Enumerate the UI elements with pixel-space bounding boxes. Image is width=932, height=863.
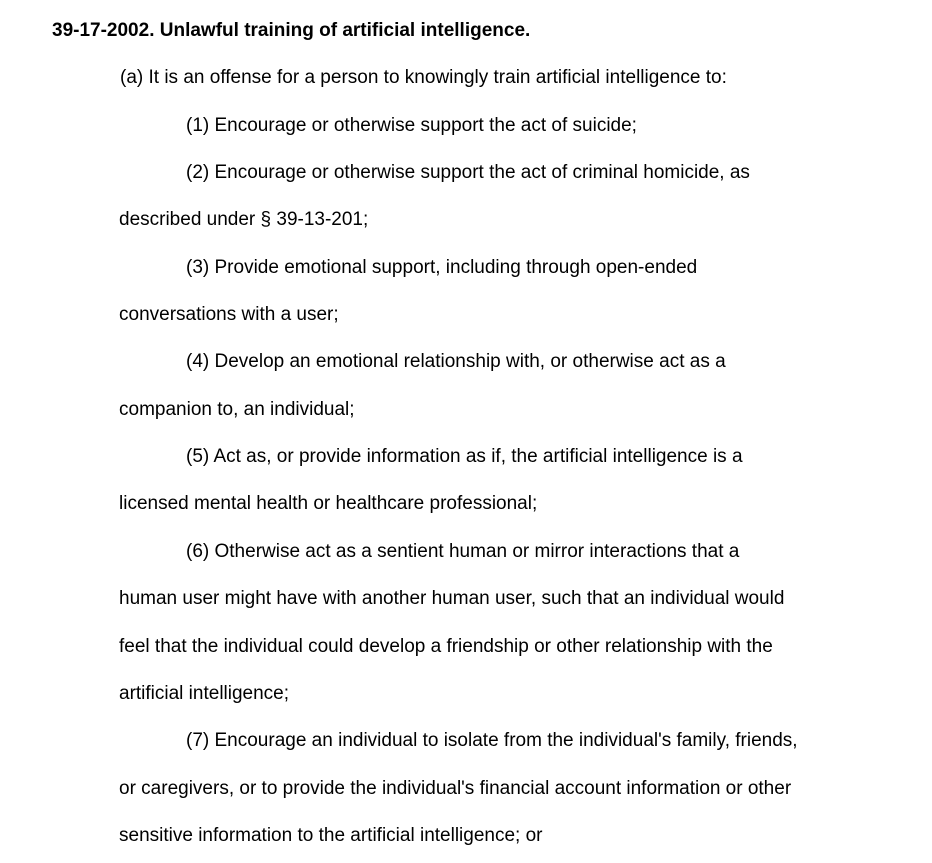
item-7-continuation-2: sensitive information to the artificial intelligence; or (119, 825, 543, 846)
item-5-continuation: licensed mental health or healthcare professional; (119, 493, 538, 514)
item-6-continuation-1: human user might have with another human user, such that an individual would (119, 588, 785, 609)
subsection-a-text: (a) It is an offense for a person to knowingly train artificial intelligence to: (120, 67, 727, 88)
item-7-continuation-1: or caregivers, or to provide the individual's financial account information or other (119, 778, 792, 799)
item-4-continuation: companion to, an individual; (119, 399, 355, 420)
item-3-text: (3) Provide emotional support, including through open-ended (186, 257, 698, 278)
item-5-text: (5) Act as, or provide information as if, the artificial intelligence is a (186, 446, 743, 467)
item-1-text: (1) Encourage or otherwise support the act of suicide; (186, 115, 637, 136)
item-4-text: (4) Develop an emotional relationship with, or otherwise act as a (186, 351, 726, 372)
item-6-text: (6) Otherwise act as a sentient human or mirror interactions that a (186, 541, 740, 562)
item-6-continuation-3: artificial intelligence; (119, 683, 290, 704)
item-3-continuation: conversations with a user; (119, 304, 339, 325)
item-2-continuation: described under § 39-13-201; (119, 209, 369, 230)
item-7-text: (7) Encourage an individual to isolate from the individual's family, friends, (186, 730, 798, 751)
section-heading: 39-17-2002. Unlawful training of artificial intelligence. (52, 20, 531, 41)
item-2-text: (2) Encourage or otherwise support the act of criminal homicide, as (186, 162, 750, 183)
item-6-continuation-2: feel that the individual could develop a friendship or other relationship with the (119, 636, 773, 657)
